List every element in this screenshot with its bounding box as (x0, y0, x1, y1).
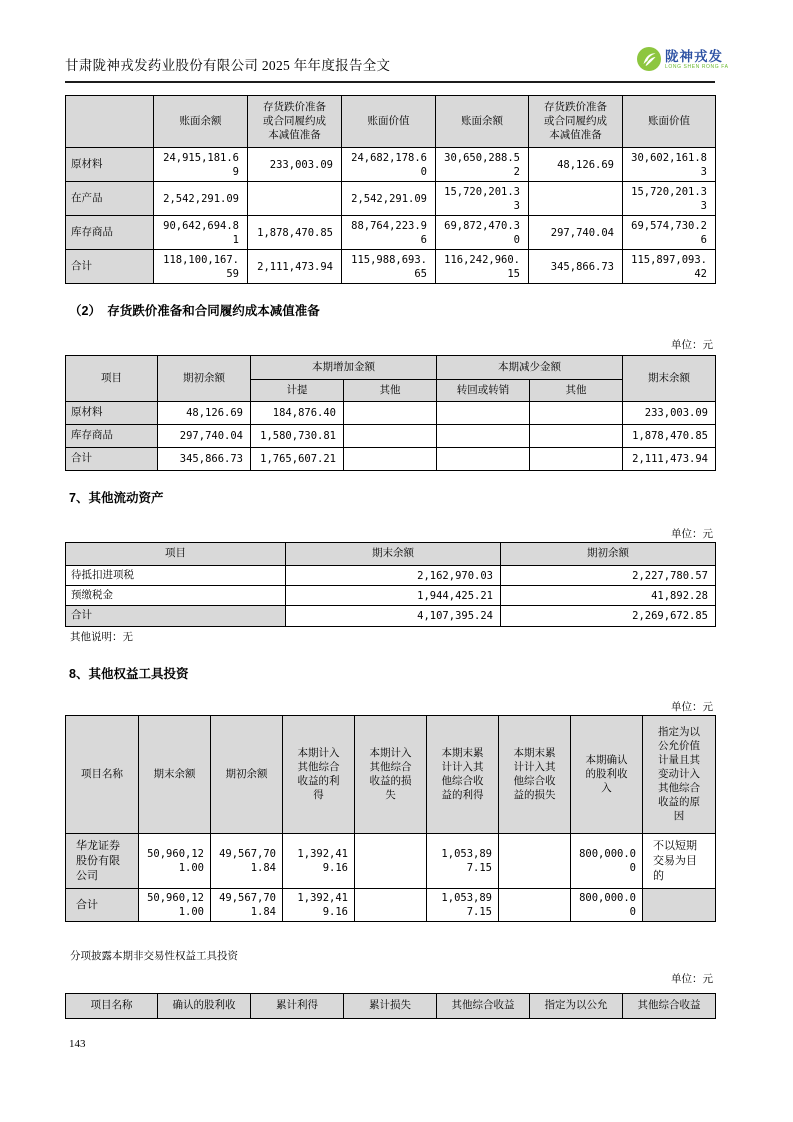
table-header-cell: 其他 (530, 380, 623, 402)
table-cell (344, 425, 437, 448)
table-header-cell: 项目 (66, 356, 158, 402)
table-cell (530, 425, 623, 448)
table-header-cell: 账面价值 (342, 96, 436, 148)
other-current-assets-table (65, 542, 716, 627)
table-cell: 50,960,121.00 (139, 889, 211, 922)
unit-label: 单位：元 (671, 340, 713, 351)
table-header-cell: 存货跌价准备或合同履约成本减值准备 (529, 96, 623, 148)
table-cell: 24,682,178.60 (342, 148, 436, 182)
table-header-cell: 累计损失 (344, 994, 437, 1019)
table-cell: 30,602,161.83 (623, 148, 716, 182)
table-cell: 不以短期交易为目的 (643, 834, 716, 889)
table-row (66, 566, 716, 586)
table-cell (529, 182, 623, 216)
table-cell: 2,111,473.94 (248, 250, 342, 284)
table-row (66, 425, 716, 448)
table-cell: 1,878,470.85 (623, 425, 716, 448)
table-cell: 华龙证券股份有限公司 (66, 834, 139, 889)
table-header-cell: 转回或转销 (437, 380, 530, 402)
table-cell: 116,242,960.15 (436, 250, 529, 284)
other-note-text: 其他说明：无 (70, 632, 133, 643)
document-title: 甘肃陇神戎发药业股份有限公司 2025 年年度报告全文 (65, 58, 391, 73)
page-number: 143 (69, 1038, 86, 1050)
table-cell: 184,876.40 (251, 402, 344, 425)
table-cell: 库存商品 (66, 425, 158, 448)
table-cell: 1,878,470.85 (248, 216, 342, 250)
inventory-breakdown-table (65, 95, 716, 284)
table-row (66, 250, 716, 284)
table-cell: 库存商品 (66, 216, 154, 250)
table-row (66, 586, 716, 606)
table-cell: 48,126.69 (158, 402, 251, 425)
table-header-cell: 累计利得 (251, 994, 344, 1019)
table-cell: 800,000.00 (571, 834, 643, 889)
logo-cn-text: 陇神戎发 (665, 48, 723, 64)
table-header-cell: 其他综合收益 (437, 994, 530, 1019)
table-cell: 15,720,201.33 (436, 182, 529, 216)
table-cell: 1,392,419.16 (283, 889, 355, 922)
disclosure-note-text: 分项披露本期非交易性权益工具投资 (70, 951, 238, 962)
table-cell (530, 448, 623, 471)
table-header-cell: 本期确认的股利收入 (571, 716, 643, 834)
table-header-cell: 本期减少金额 (437, 356, 623, 380)
logo-text (665, 49, 729, 70)
table-cell: 原材料 (66, 402, 158, 425)
table-header-cell: 指定为以公允 (530, 994, 623, 1019)
unit-label: 单位：元 (671, 529, 713, 540)
table-header-cell: 账面余额 (154, 96, 248, 148)
table-cell (437, 448, 530, 471)
table-cell: 115,897,093.42 (623, 250, 716, 284)
table-cell: 1,053,897.15 (427, 834, 499, 889)
table-cell: 30,650,288.52 (436, 148, 529, 182)
table-header-cell: 其他综合收益 (623, 994, 716, 1019)
table-cell: 2,111,473.94 (623, 448, 716, 471)
table-cell: 2,269,672.85 (501, 606, 716, 627)
table-cell: 297,740.04 (529, 216, 623, 250)
table-cell: 2,542,291.09 (154, 182, 248, 216)
table-row (66, 402, 716, 425)
table-cell: 88,764,223.96 (342, 216, 436, 250)
table-cell: 合计 (66, 448, 158, 471)
table-header-cell: 期初余额 (501, 543, 716, 566)
table-cell: 合计 (66, 250, 154, 284)
table-cell: 49,567,701.84 (211, 889, 283, 922)
table-cell: 2,162,970.03 (286, 566, 501, 586)
table-header-cell: 指定为以公允价值计量且其变动计入其他综合收益的原因 (643, 716, 716, 834)
table-header-cell (66, 96, 154, 148)
table-header-cell: 本期增加金额 (251, 356, 437, 380)
table-row (66, 834, 716, 889)
table-header-cell: 其他 (344, 380, 437, 402)
table-cell: 69,872,470.30 (436, 216, 529, 250)
table-header-cell: 项目名称 (66, 716, 139, 834)
table-cell: 1,580,730.81 (251, 425, 344, 448)
table-row (66, 182, 716, 216)
table-header-cell: 确认的股利收 (158, 994, 251, 1019)
table-cell: 预缴税金 (66, 586, 286, 606)
table-cell (344, 448, 437, 471)
table-cell: 41,892.28 (501, 586, 716, 606)
table-cell: 2,542,291.09 (342, 182, 436, 216)
section-heading-provision: （2） 存货跌价准备和合同履约成本减值准备 (69, 304, 320, 318)
table-cell: 1,053,897.15 (427, 889, 499, 922)
non-trading-equity-table (65, 993, 716, 1019)
table-header-cell: 项目名称 (66, 994, 158, 1019)
table-cell (355, 889, 427, 922)
table-header-cell: 存货跌价准备或合同履约成本减值准备 (248, 96, 342, 148)
table-header-cell: 计提 (251, 380, 344, 402)
table-cell: 1,765,607.21 (251, 448, 344, 471)
unit-label: 单位：元 (671, 702, 713, 713)
table-cell: 800,000.00 (571, 889, 643, 922)
table-cell: 345,866.73 (158, 448, 251, 471)
table-row (66, 448, 716, 471)
table-cell: 297,740.04 (158, 425, 251, 448)
table-cell: 90,642,694.81 (154, 216, 248, 250)
table-cell: 待抵扣进项税 (66, 566, 286, 586)
table-row (66, 216, 716, 250)
table-header-cell: 期末余额 (286, 543, 501, 566)
table-row (66, 148, 716, 182)
table-cell: 50,960,121.00 (139, 834, 211, 889)
table-cell: 49,567,701.84 (211, 834, 283, 889)
logo-icon (636, 46, 662, 72)
header-divider (65, 81, 715, 83)
table-cell (248, 182, 342, 216)
table-cell (499, 834, 571, 889)
table-header-cell: 账面价值 (623, 96, 716, 148)
table-cell: 合计 (66, 889, 139, 922)
section-heading-other-current-assets: 7、其他流动资产 (69, 491, 164, 505)
table-cell: 原材料 (66, 148, 154, 182)
section-heading-equity-investments: 8、其他权益工具投资 (69, 667, 189, 681)
table-cell (530, 402, 623, 425)
table-header-cell: 项目 (66, 543, 286, 566)
inventory-provision-table (65, 355, 716, 471)
table-cell: 118,100,167.59 (154, 250, 248, 284)
table-cell: 69,574,730.26 (623, 216, 716, 250)
table-cell: 233,003.09 (623, 402, 716, 425)
table-header-cell: 账面余额 (436, 96, 529, 148)
table-cell: 115,988,693.65 (342, 250, 436, 284)
table-header-cell: 期末余额 (623, 356, 716, 402)
table-cell (437, 425, 530, 448)
table-cell: 345,866.73 (529, 250, 623, 284)
table-cell: 在产品 (66, 182, 154, 216)
table-cell: 2,227,780.57 (501, 566, 716, 586)
table-cell: 233,003.09 (248, 148, 342, 182)
table-header-cell: 本期计入其他综合收益的利得 (283, 716, 355, 834)
table-cell (499, 889, 571, 922)
table-cell (643, 889, 716, 922)
table-row (66, 606, 716, 627)
table-cell: 1,392,419.16 (283, 834, 355, 889)
table-cell: 24,915,181.69 (154, 148, 248, 182)
table-cell (437, 402, 530, 425)
table-cell: 1,944,425.21 (286, 586, 501, 606)
table-cell: 48,126.69 (529, 148, 623, 182)
table-cell (344, 402, 437, 425)
table-cell: 4,107,395.24 (286, 606, 501, 627)
table-row (66, 889, 716, 922)
table-header-cell: 期末余额 (139, 716, 211, 834)
table-header-cell: 本期末累计计入其他综合收益的损失 (499, 716, 571, 834)
unit-label: 单位：元 (671, 974, 713, 985)
table-header-cell: 本期计入其他综合收益的损失 (355, 716, 427, 834)
table-header-cell: 期初余额 (158, 356, 251, 402)
table-cell: 合计 (66, 606, 286, 627)
company-logo (636, 46, 729, 72)
table-header-cell: 本期末累计计入其他综合收益的利得 (427, 716, 499, 834)
other-equity-investments-table (65, 715, 716, 922)
logo-en-text: LONG SHEN RONG FA (665, 63, 729, 70)
table-cell (355, 834, 427, 889)
table-cell: 15,720,201.33 (623, 182, 716, 216)
table-header-cell: 期初余额 (211, 716, 283, 834)
